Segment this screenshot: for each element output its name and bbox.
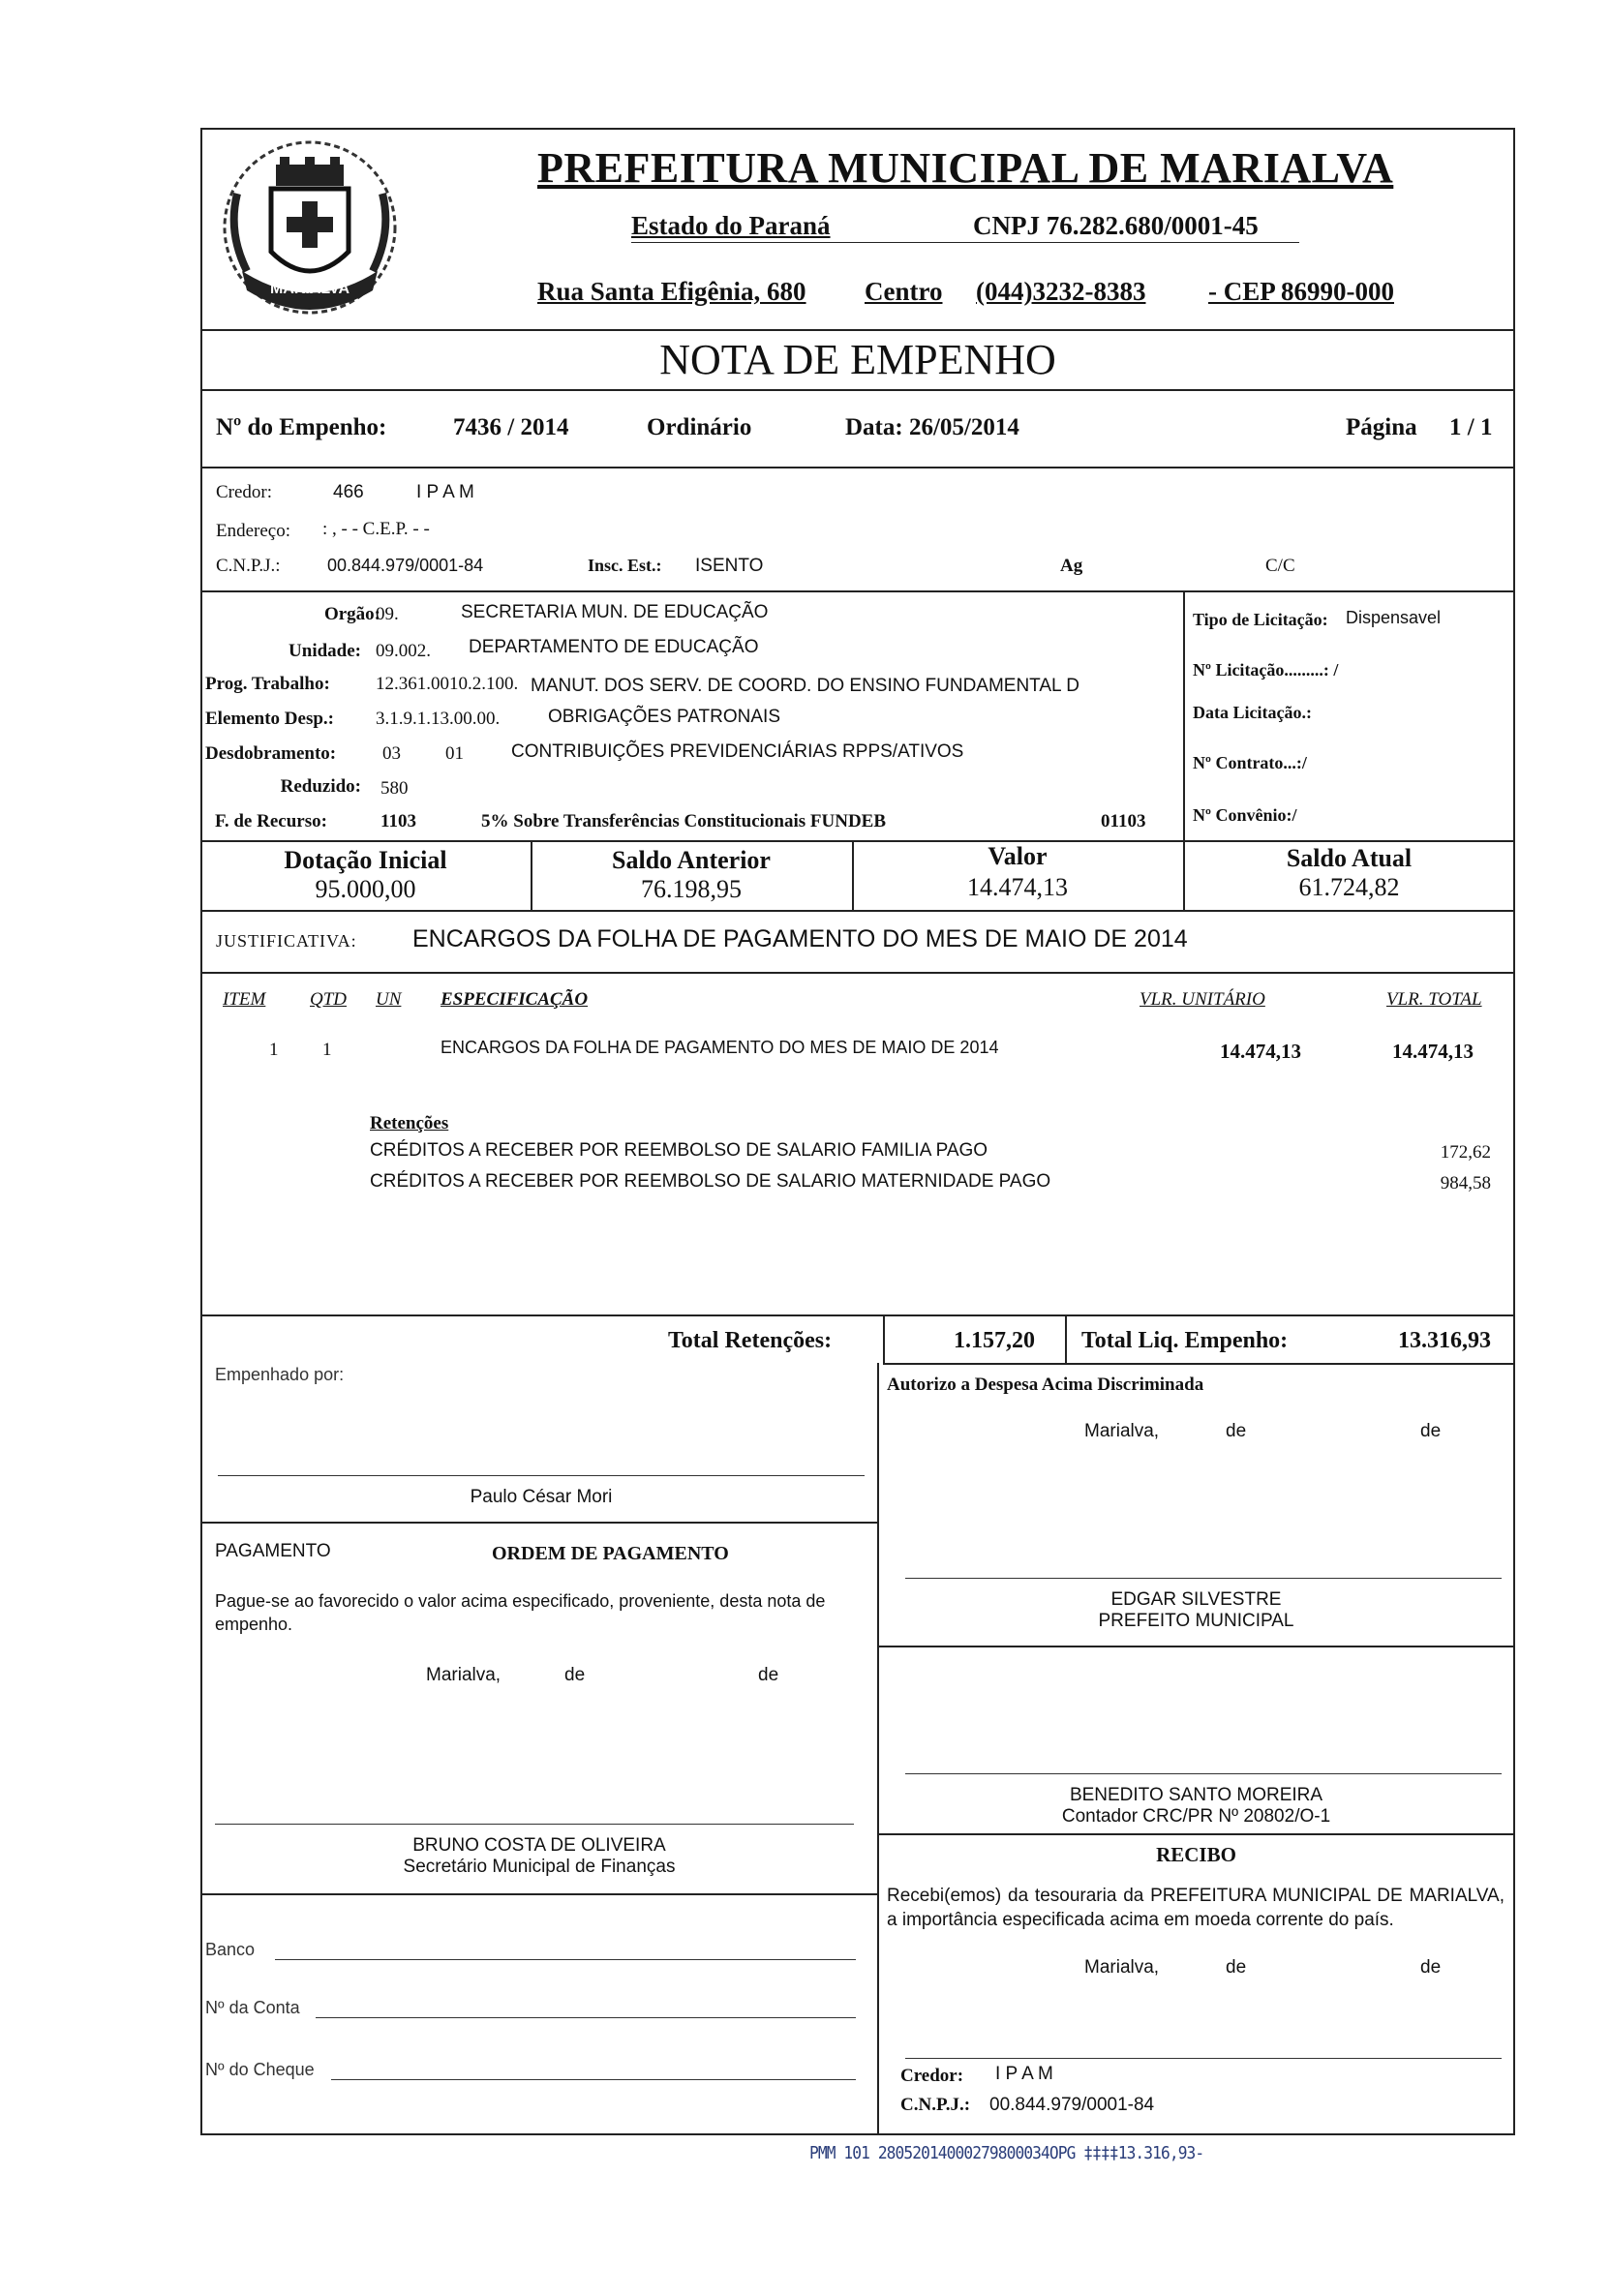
licitacao-data: Data Licitação.:	[1193, 703, 1312, 722]
recibo-credor: I P A M	[995, 2064, 1053, 2084]
orgao-nome: SECRETARIA MUN. DE EDUCAÇÃO	[461, 602, 769, 622]
empenhado-por-label: Empenhado por:	[215, 1365, 345, 1384]
divider	[883, 1363, 1515, 1365]
endereco-centro: Centro	[865, 277, 943, 306]
orgao-label: Orgão:	[323, 604, 380, 624]
prog-cod: 12.361.0010.2.100.	[376, 674, 519, 694]
ordem-pagamento-title: ORDEM DE PAGAMENTO	[492, 1543, 729, 1564]
divider	[200, 590, 1515, 592]
reduzido-label: Reduzido:	[280, 776, 361, 797]
divider	[1183, 590, 1185, 840]
total-liquido-label: Total Liq. Empenho:	[1081, 1328, 1289, 1353]
pagamento-local: Marialva,	[426, 1665, 502, 1685]
valor-valor: 14.474,13	[967, 873, 1068, 901]
divider	[200, 467, 1515, 468]
unidade-nome: DEPARTAMENTO DE EDUCAÇÃO	[469, 637, 759, 657]
secretario-nome: BRUNO COSTA DE OLIVEIRA	[412, 1835, 666, 1856]
cc-label: C/C	[1265, 556, 1295, 576]
autorizo-local: Marialva,	[1084, 1421, 1160, 1441]
pagina-numero: 1 / 1	[1449, 414, 1493, 440]
col-vlr-total: VLR. TOTAL	[1386, 989, 1482, 1010]
elemento-cod: 3.1.9.1.13.00.00.	[376, 709, 501, 729]
elemento-nome: OBRIGAÇÕES PATRONAIS	[548, 707, 781, 727]
empenho-label: Nº do Empenho:	[216, 414, 387, 440]
col-vlr-unitario: VLR. UNITÁRIO	[1140, 989, 1265, 1010]
autorizo-de2: de	[1420, 1421, 1442, 1441]
empenho-numero: 7436 / 2014	[453, 414, 569, 440]
banco-label: Banco	[205, 1940, 256, 1959]
pagamento-de1: de	[564, 1665, 586, 1685]
recibo-texto: Recebi(emos) da tesouraria da PREFEITURA MUNICIPAL DE MARIALVA, a importância especificada acima em moeda corrente do país.	[887, 1886, 1505, 1930]
desdob-label: Desdobramento:	[205, 743, 337, 764]
estado-text: Estado do Paraná	[631, 211, 831, 240]
retencao-desc: CRÉDITOS A RECEBER POR REEMBOLSO DE SALARIO MATERNIDADE PAGO	[370, 1171, 1051, 1192]
item-qtd: 1	[322, 1040, 332, 1060]
credor-nome: I P A M	[416, 482, 474, 502]
recurso-label: F. de Recurso:	[215, 811, 327, 831]
tipo-licitacao-label: Tipo de Licitação:	[1193, 610, 1328, 629]
empenho-tipo: Ordinário	[647, 414, 752, 440]
divider	[200, 1314, 1515, 1316]
signature-line	[215, 1824, 854, 1825]
divider	[877, 1646, 1515, 1647]
prefeito-cargo: PREFEITO MUNICIPAL	[1098, 1611, 1294, 1631]
item-especificacao: ENCARGOS DA FOLHA DE PAGAMENTO DO MES DE MAIO DE 2014	[441, 1038, 999, 1057]
coat-of-arms-icon	[218, 136, 402, 319]
contador-cargo: Contador CRC/PR Nº 20802/O-1	[1061, 1806, 1331, 1827]
item-unitario: 14.474,13	[1220, 1040, 1301, 1063]
divider	[1065, 1314, 1067, 1363]
col-item: ITEM	[223, 989, 266, 1010]
desdob-a: 03	[382, 743, 401, 764]
insc-valor: ISENTO	[695, 556, 764, 576]
justificativa-texto: ENCARGOS DA FOLHA DE PAGAMENTO DO MES DE MAIO DE 2014	[412, 925, 1188, 952]
unidade-label: Unidade:	[289, 641, 361, 661]
credor-cnpj: 00.844.979/0001-84	[327, 556, 484, 575]
endereco-label: Endereço:	[216, 521, 291, 541]
saldo-anterior-label: Saldo Anterior	[612, 846, 771, 874]
divider	[877, 1833, 1515, 1835]
retencao-valor: 172,62	[1440, 1142, 1491, 1163]
recurso-num: 01103	[1101, 811, 1146, 831]
pague-se-texto: Pague-se ao favorecido o valor acima especificado, proveniente, desta nota de empenho.	[215, 1591, 826, 1634]
secretario-cargo: Secretário Municipal de Finanças	[403, 1857, 676, 1877]
telefone: (044)3232-8383	[976, 277, 1146, 306]
divider	[200, 972, 1515, 974]
credor-codigo: 466	[333, 482, 364, 502]
retencao-valor: 984,58	[1440, 1173, 1491, 1193]
divider	[883, 1314, 885, 1363]
contrato-numero: Nº Contrato...:/	[1193, 753, 1307, 772]
cep: - CEP 86990-000	[1208, 277, 1394, 306]
authentication-stamp: PMM 101 28052014000279800034OPG ‡‡‡‡13.316,93-	[809, 2143, 1204, 2163]
valor-label: Valor	[988, 842, 1048, 870]
recibo-cnpj-label: C.N.P.J.:	[900, 2095, 971, 2115]
cnpj-prefeitura: CNPJ 76.282.680/0001-45	[973, 211, 1259, 240]
signature-line	[905, 1773, 1502, 1774]
pagina-label: Página	[1346, 414, 1417, 440]
col-especificacao: ESPECIFICAÇÃO	[441, 989, 589, 1010]
item-total: 14.474,13	[1392, 1040, 1474, 1063]
divider	[200, 910, 1515, 912]
dotacao-valor: 95.000,00	[315, 875, 416, 903]
prog-nome: MANUT. DOS SERV. DE COORD. DO ENSINO FUNDAMENTAL D	[531, 676, 1079, 696]
autorizo-de1: de	[1226, 1421, 1247, 1441]
recibo-credor-label: Credor:	[900, 2066, 964, 2086]
total-retencoes-label: Total Retenções:	[668, 1328, 833, 1353]
svg-text:MARIALVA: MARIALVA	[269, 281, 350, 297]
saldo-atual-valor: 61.724,82	[1298, 873, 1400, 901]
recibo-cnpj: 00.844.979/0001-84	[989, 2095, 1155, 2115]
divider	[877, 1363, 879, 2135]
endereco-rua: Rua Santa Efigênia, 680	[537, 277, 806, 306]
cheque-label: Nº do Cheque	[205, 2060, 315, 2079]
insc-label: Insc. Est.:	[588, 556, 662, 575]
divider	[200, 1893, 878, 1895]
col-un: UN	[376, 989, 402, 1010]
tipo-licitacao: Dispensavel	[1346, 608, 1442, 627]
col-qtd: QTD	[310, 989, 348, 1010]
item-num: 1	[269, 1040, 279, 1060]
recibo-de1: de	[1226, 1957, 1247, 1978]
recibo-de2: de	[1420, 1957, 1442, 1978]
pagamento-de2: de	[758, 1665, 779, 1685]
elemento-label: Elemento Desp.:	[205, 709, 334, 729]
ag-label: Ag	[1060, 556, 1083, 576]
banco-line	[275, 1959, 856, 1960]
licitacao-numero: Nº Licitação.........: /	[1193, 660, 1339, 680]
recibo-local: Marialva,	[1084, 1957, 1160, 1978]
signature-line	[218, 1475, 865, 1476]
contador-nome: BENEDITO SANTO MOREIRA	[1069, 1785, 1323, 1805]
prog-label: Prog. Trabalho:	[205, 674, 330, 694]
pagamento-label: PAGAMENTO	[215, 1541, 331, 1561]
dotacao-label: Dotação Inicial	[284, 846, 447, 874]
saldo-anterior-valor: 76.198,95	[641, 875, 742, 903]
orgao-cod: 09.	[376, 604, 399, 624]
cheque-line	[331, 2079, 856, 2080]
conta-label: Nº da Conta	[205, 1998, 300, 2017]
signature-line	[905, 2058, 1502, 2059]
total-liquido-valor: 13.316,93	[1398, 1328, 1491, 1353]
empenho-data: Data: 26/05/2014	[845, 414, 1019, 440]
recibo-title: RECIBO	[1156, 1843, 1236, 1866]
prefeito-nome: EDGAR SILVESTRE	[1110, 1589, 1282, 1610]
page-title: PREFEITURA MUNICIPAL DE MARIALVA	[537, 144, 1394, 192]
retencao-desc: CRÉDITOS A RECEBER POR REEMBOLSO DE SALARIO FAMILIA PAGO	[370, 1140, 988, 1161]
conta-line	[316, 2017, 856, 2018]
saldo-atual-label: Saldo Atual	[1286, 844, 1413, 872]
total-retencoes-valor: 1.157,20	[954, 1328, 1035, 1353]
endereco-valor: : , - - C.E.P. - -	[322, 519, 430, 539]
justificativa-label: JUSTIFICATIVA:	[216, 931, 357, 951]
desdob-b: 01	[445, 743, 464, 764]
empenhado-nome: Paulo César Mori	[470, 1487, 613, 1507]
header-underline	[631, 242, 1299, 243]
retencoes-title: Retenções	[370, 1113, 449, 1133]
credor-label: Credor:	[216, 482, 273, 502]
autorizo-texto: Autorizo a Despesa Acima Discriminada	[887, 1375, 1204, 1395]
divider	[200, 329, 1515, 331]
unidade-cod: 09.002.	[376, 641, 431, 661]
reduzido-valor: 580	[380, 778, 409, 799]
divider	[200, 389, 1515, 391]
signature-line	[905, 1578, 1502, 1579]
divider	[200, 1522, 878, 1524]
desdob-nome: CONTRIBUIÇÕES PREVIDENCIÁRIAS RPPS/ATIVOS	[511, 741, 964, 762]
convenio-numero: Nº Convênio:/	[1193, 805, 1297, 825]
nota-title: NOTA DE EMPENHO	[659, 336, 1056, 383]
recurso-cod: 1103	[380, 811, 416, 831]
recurso-nome: 5% Sobre Transferências Constitucionais FUNDEB	[481, 811, 887, 831]
cnpj-label: C.N.P.J.:	[216, 556, 281, 576]
